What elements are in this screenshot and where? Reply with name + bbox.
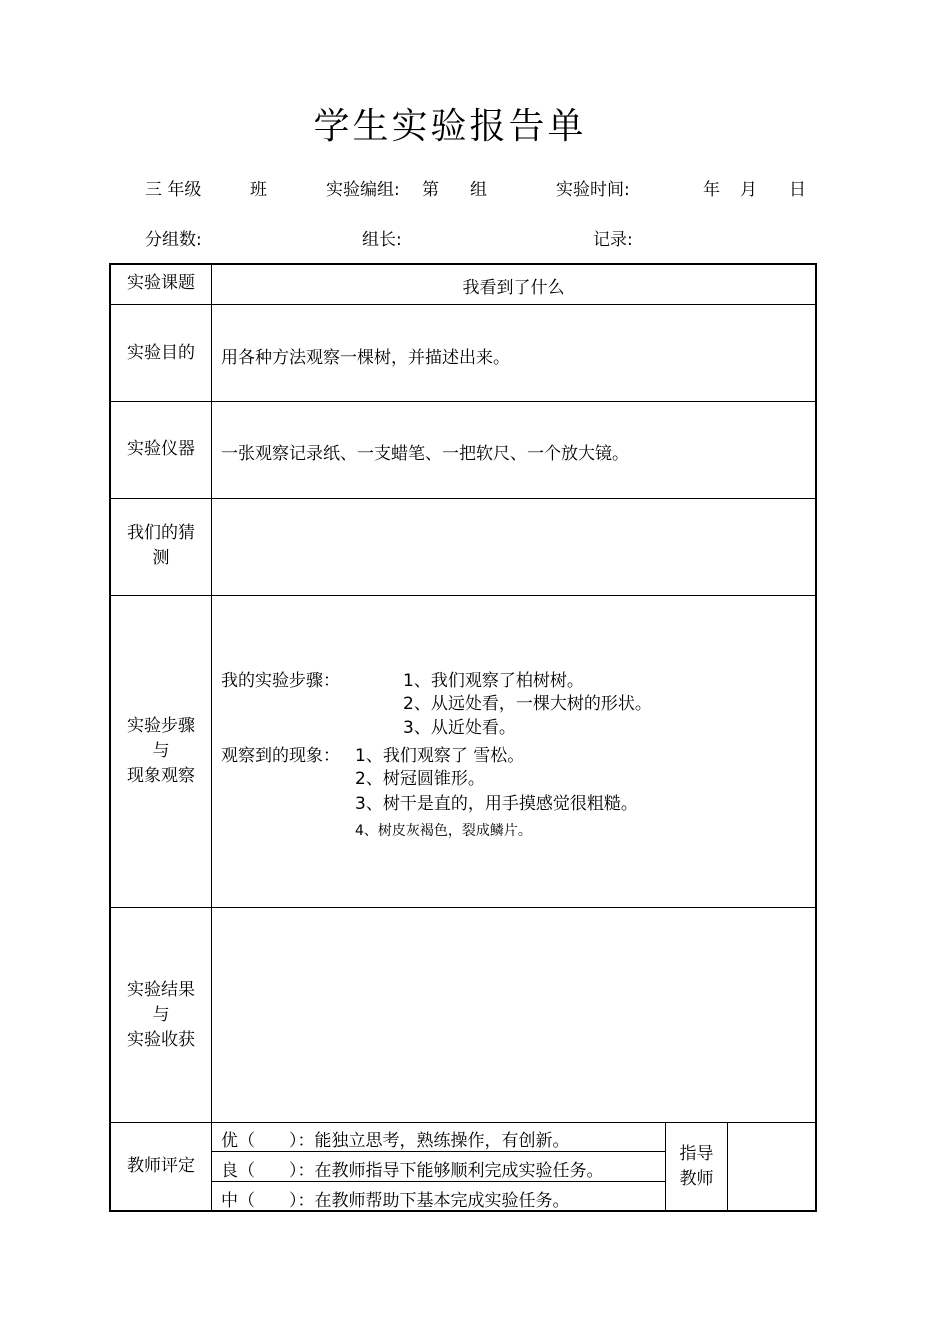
steps-heading: 我的实验步骤： xyxy=(221,671,340,691)
leader-label: 组长: xyxy=(362,230,402,250)
observation-item: 4、树皮灰褐色，裂成鳞片。 xyxy=(355,823,532,839)
observation-item: 1、我们观察了 雪松。 xyxy=(355,746,525,766)
month-label: 月 xyxy=(740,180,757,200)
result-label-line3: 实验收获 xyxy=(127,1030,195,1050)
day-label: 日 xyxy=(789,180,806,200)
instructor-label-line1: 指导 xyxy=(679,1144,714,1164)
instruments-label: 实验仪器 xyxy=(127,439,195,459)
grade-label: 三 年级 xyxy=(145,180,202,200)
guess-label-line1: 我们的猜 xyxy=(127,523,195,543)
topic-label: 实验课题 xyxy=(127,273,195,293)
guess-label xyxy=(111,521,211,571)
year-label: 年 xyxy=(703,180,720,200)
topic-value: 我看到了什么 xyxy=(462,278,565,298)
instructor-label xyxy=(666,1142,727,1192)
observation-item: 2、树冠圆锥形。 xyxy=(355,769,485,789)
result-label-line1: 实验结果 xyxy=(127,980,195,1000)
result-label-line2: 与 xyxy=(152,1005,170,1025)
row-divider xyxy=(109,401,817,402)
steps-label-line2: 与 xyxy=(152,741,170,761)
time-label: 实验时间: xyxy=(556,180,630,200)
page-title: 学生实验报告单 xyxy=(313,106,587,147)
guess-label-line2: 测 xyxy=(152,548,170,568)
table-border-right xyxy=(815,263,817,1212)
group-prefix: 第 xyxy=(422,180,439,200)
row-divider xyxy=(109,498,817,499)
step-item: 2、从远处看，一棵大树的形状。 xyxy=(403,694,652,714)
instructor-label-line2: 教师 xyxy=(679,1169,714,1189)
group-suffix: 组 xyxy=(470,180,487,200)
step-item: 3、从近处看。 xyxy=(403,718,516,738)
instruments-value: 一张观察记录纸、一支蜡笔、一把软尺、一个放大镜。 xyxy=(221,444,629,464)
row-divider xyxy=(109,595,817,596)
row-divider xyxy=(109,907,817,908)
eval-divider xyxy=(211,1181,665,1182)
group-label: 实验编组: xyxy=(326,180,400,200)
evaluation-label: 教师评定 xyxy=(127,1156,195,1176)
row-divider xyxy=(109,1122,817,1123)
eval-fair: 中（ ）：在教师帮助下基本完成实验任务。 xyxy=(221,1191,570,1211)
steps-label xyxy=(111,714,211,789)
eval-good: 良（ ）：在教师指导下能够顺利完成实验任务。 xyxy=(221,1161,604,1181)
purpose-value: 用各种方法观察一棵树，并描述出来。 xyxy=(221,348,510,368)
class-label: 班 xyxy=(250,180,267,200)
observation-heading: 观察到的现象： xyxy=(221,746,340,766)
step-item: 1、我们观察了柏树树。 xyxy=(403,671,584,691)
eval-vertical xyxy=(727,1122,728,1211)
result-label xyxy=(111,978,211,1053)
purpose-label: 实验目的 xyxy=(127,343,195,363)
label-divider xyxy=(211,263,212,1212)
steps-label-line3: 现象观察 xyxy=(127,766,195,786)
row-divider xyxy=(109,304,817,305)
observation-item: 3、树干是直的，用手摸感觉很粗糙。 xyxy=(355,794,638,814)
eval-divider xyxy=(211,1151,665,1152)
group-count-label: 分组数: xyxy=(145,230,202,250)
table-border-top xyxy=(109,263,817,265)
recorder-label: 记录: xyxy=(593,230,633,250)
steps-label-line1: 实验步骤 xyxy=(127,716,195,736)
eval-excellent: 优（ ）：能独立思考，熟练操作，有创新。 xyxy=(221,1131,570,1151)
